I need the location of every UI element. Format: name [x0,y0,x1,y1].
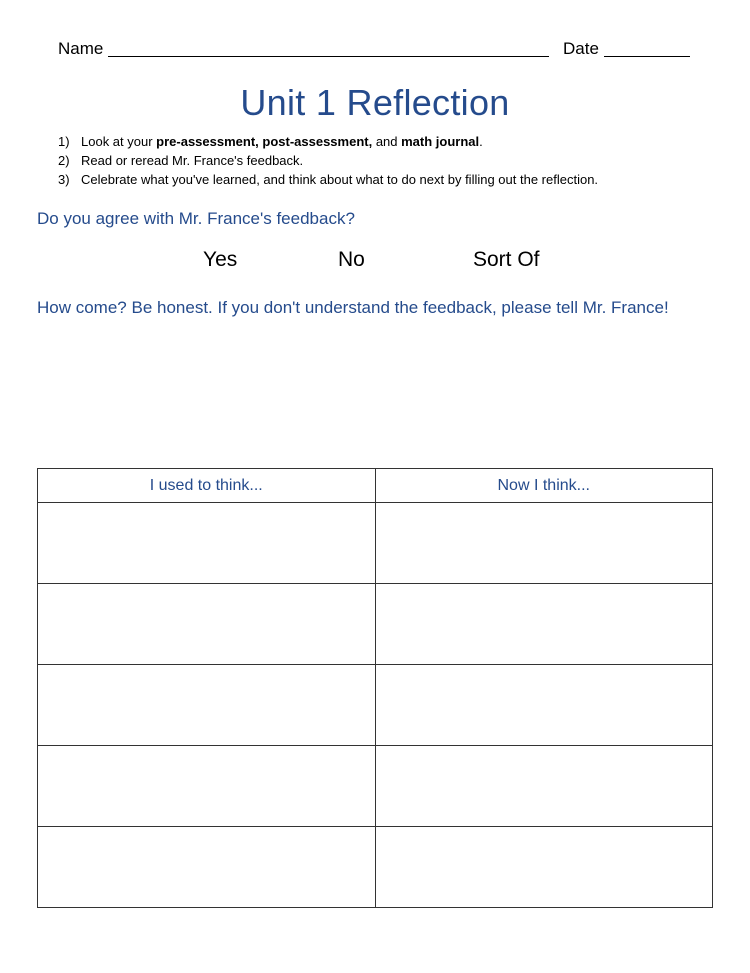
page-title: Unit 1 Reflection [240,82,510,123]
agree-question: Do you agree with Mr. France's feedback? [37,209,355,228]
table-row [38,746,713,827]
name-date-line [58,38,690,62]
date-label: Date [563,39,599,58]
option-yes[interactable]: Yes [203,248,238,271]
name-label: Name [58,39,104,58]
instruction-step [58,170,598,189]
column-header-used-to-think: I used to think... [38,469,376,503]
instruction-step [58,132,598,151]
now-i-think-cell[interactable] [375,665,713,746]
table-header-row [38,469,713,503]
instruction-step [58,151,598,170]
step-number: 1) [58,134,70,149]
step-number: 2) [58,153,70,168]
step-text: . [479,134,483,149]
how-come-answer-area[interactable] [37,330,713,450]
now-i-think-cell[interactable] [375,827,713,908]
table-row [38,584,713,665]
used-to-think-cell[interactable] [38,584,376,665]
step-bold-text: math journal [401,134,480,149]
used-to-think-cell[interactable] [38,827,376,908]
used-to-think-cell[interactable] [38,503,376,584]
used-to-think-cell[interactable] [38,665,376,746]
instructions-list [58,132,598,189]
step-bold-text: pre-assessment, post-assessment, [156,134,373,149]
now-i-think-cell[interactable] [375,746,713,827]
used-to-think-cell[interactable] [38,746,376,827]
name-field[interactable] [108,56,549,57]
step-text: Look at your [81,134,157,149]
how-come-question: How come? Be honest. If you don't understand the feedback, please tell Mr. France! [37,298,669,317]
date-field[interactable] [604,56,690,57]
table-row [38,503,713,584]
now-i-think-cell[interactable] [375,503,713,584]
column-header-now-i-think: Now I think... [375,469,713,503]
now-i-think-cell[interactable] [375,584,713,665]
table-row [38,665,713,746]
step-number: 3) [58,172,70,187]
reflection-table [37,468,713,908]
step-text: and [372,134,402,149]
table-row [38,827,713,908]
step-text: Celebrate what you've learned, and think about what to do next by filling out the reflection. [81,172,599,187]
option-sort-of[interactable]: Sort Of [473,248,540,271]
step-text: Read or reread Mr. France's feedback. [81,153,304,168]
option-no[interactable]: No [338,248,365,271]
